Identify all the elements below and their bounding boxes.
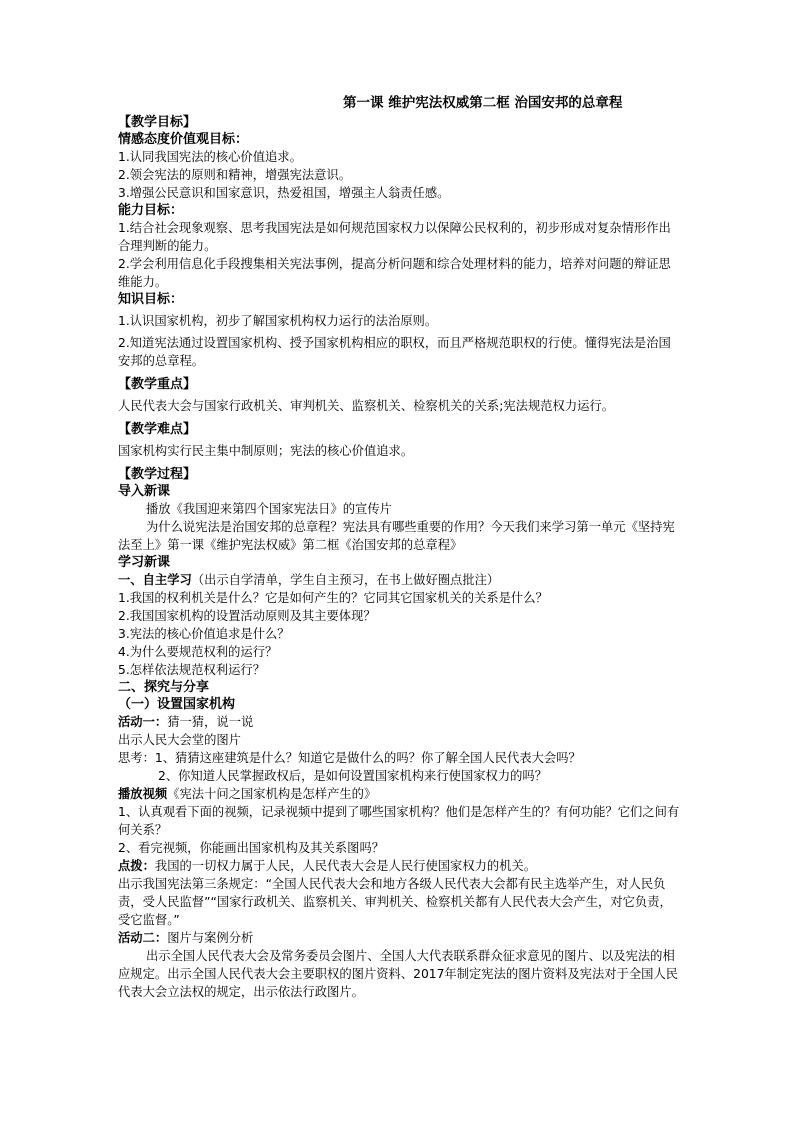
video-question-1: 1、认真观看下面的视频，记录视频中提到了哪些国家机构？他们是怎样产生的？有何功能？它们之间有何关系？ [118,805,680,837]
knowledge-goals-heading: 知识目标： [118,292,184,307]
ability-goals-heading: 能力目标： [118,203,184,218]
emotion-goal-3: 3.增强公民意识和国家意识，热爱祖国，增强主人翁责任感。 [118,186,450,200]
activity-2-label: 活动二： [118,931,168,945]
activity-1-think-2: 2、你知道人民掌握政权后，是如何设置国家机构来行使国家权力的吗？ [158,769,548,783]
goals-heading: 【教学目标】 [118,115,197,130]
activity-2-title: 图片与案例分析 [167,931,254,945]
activity-1-line [118,713,683,731]
point-line [118,857,683,875]
intro-line-1: 播放《我国迎来第四个国家宪法日》的宣传片 [146,502,392,516]
difficulties-text: 国家机构实行民主集中制原则；宪法的核心价值追求。 [118,444,414,458]
self-study-note: （出示自学清单，学生自主预习，在书上做好圈点批注） [191,573,500,587]
intro-line-2: 为什么说宪法是治国安邦的总章程？宪法具有哪些重要的作用？今天我们来学习第一单元《坚持宪法至上》第一课《维护宪法权威》第二框《治国安邦的总章程》 [118,520,675,552]
activity-2-text: 出示全国人民代表大会及常务委员会图片、全国人大代表联系群众征求意见的图片、以及宪法的相应规定。出示全国人民代表大会主要职权的图片资料、2017年制定宪法的图片资料及宪法对于全国人民代表大会立法权的规定，出示依法行政图片。 [118,949,679,999]
new-lesson-heading: 学习新课 [118,555,171,570]
ability-goal-2: 2.学会利用信息化手段搜集相关宪法事例，提高分析问题和综合处理材料的能力，培养对问题的辩证思维能力。 [118,257,671,289]
activity-1-think-1: 思考：1、猜猜这座建筑是什么？知道它是做什么的吗？你了解全国人民代表大会吗？ [118,751,581,765]
emotion-goal-1: 1.认同我国宪法的核心价值追求。 [118,150,302,164]
self-study-label: 一、自主学习 [118,573,192,587]
emotion-goal-2: 2.领会宪法的原则和精神，增强宪法意识。 [118,168,352,182]
difficulties-heading: 【教学难点】 [118,422,197,437]
video-line [118,785,683,803]
key-points-heading: 【教学重点】 [118,377,197,392]
question-3: 3.宪法的核心价值追求是什么？ [118,627,290,641]
point-label: 点拨： [118,859,155,873]
activity-1-show: 出示人民大会堂的图片 [118,733,241,747]
video-title: 《宪法十问之国家机构是怎样产生的》 [167,787,377,801]
section-1-heading: （一）设置国家机构 [118,697,236,712]
explore-heading: 二、探究与分享 [118,680,210,695]
ability-goal-1: 1.结合社会现象观察、思考我国宪法是如何规范国家权力以保障公民权利的，初步形成对复杂情形作出合理判断的能力。 [118,221,671,253]
question-4: 4.为什么要规范权利的运行？ [118,645,278,659]
activity-2-line [118,929,683,947]
document-page [118,94,683,1001]
video-question-2: 2、看完视频，你能画出国家机构及其关系图吗？ [118,841,385,855]
constitution-article-text: 出示我国宪法第三条规定：“全国人民代表大会和地方各级人民代表大会都有民主选举产生，对人民负责，受人民监督”“国家行政机关、监察机关、审判机关、检察机关都有人民代表大会产生，对它负责，受它监督。” [118,877,672,927]
knowledge-goal-1: 1.认识国家机构，初步了解国家机构权力运行的法治原则。 [118,314,438,328]
self-study-line [118,571,683,589]
question-2: 2.我国国家机构的设置活动原则及其主要体现？ [118,609,376,623]
key-points-text: 人民代表大会与国家行政机关、审判机关、监察机关、检察机关的关系;宪法规范权力运行。 [118,399,615,413]
video-label: 播放视频 [118,787,168,801]
emotion-goals-heading: 情感态度价值观目标： [118,132,249,147]
page-title: 第一课 维护宪法权威第二框 治国安邦的总章程 [343,95,623,111]
intro-heading: 导入新课 [118,484,171,499]
activity-1-label: 活动一： [118,715,168,729]
point-text: 我国的一切权力属于人民，人民代表大会是人民行使国家权力的机关。 [154,859,537,873]
question-5: 5.怎样依法规范权利运行？ [118,663,265,677]
knowledge-goal-2: 2.知道宪法通过设置国家机构、授予国家机构相应的职权，而且严格规范职权的行使。懂得宪法是治国安邦的总章程。 [118,336,671,368]
question-1: 1.我国的权利机关是什么？它是如何产生的？它同其它国家机关的关系是什么？ [118,591,548,605]
process-heading: 【教学过程】 [118,467,197,482]
activity-1-title: 猜一猜，说一说 [167,715,254,729]
